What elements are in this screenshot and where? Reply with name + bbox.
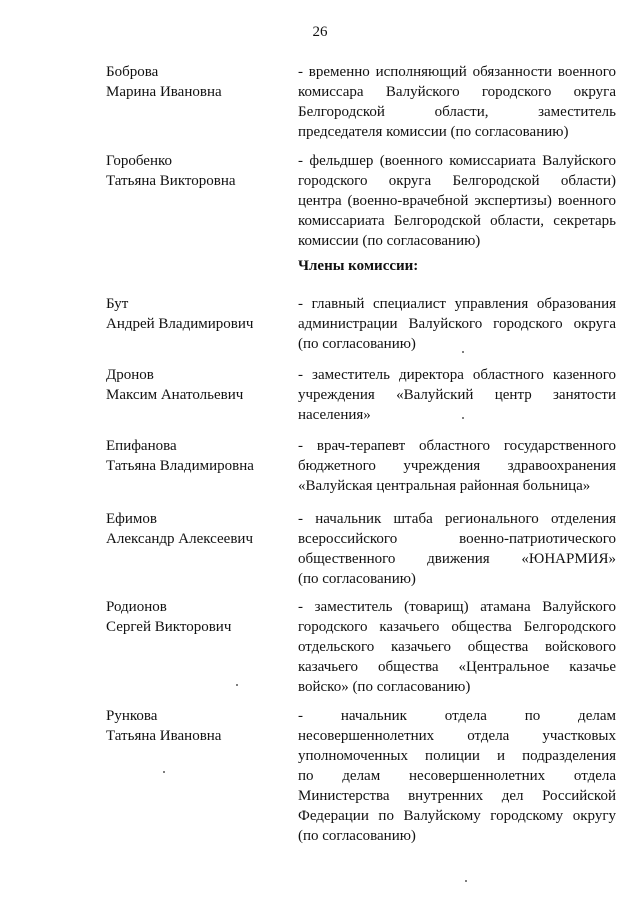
person-name bbox=[106, 436, 281, 476]
role-line: всероссийского военно-патриотического bbox=[298, 531, 616, 547]
role-line: - начальник штаба регионального отделения bbox=[298, 511, 616, 527]
person-surname: Рункова bbox=[106, 708, 158, 724]
person-name bbox=[106, 62, 281, 102]
role-line: уполномоченных полиции и подразделения bbox=[298, 748, 616, 764]
person-surname: Ефимов bbox=[106, 511, 157, 527]
person-role bbox=[298, 706, 616, 846]
person-role bbox=[298, 62, 616, 142]
role-line: по делам несовершеннолетних отдела bbox=[298, 768, 616, 784]
role-line: общественного движения «ЮНАРМИЯ» bbox=[298, 551, 616, 567]
person-name bbox=[106, 151, 281, 191]
scan-speck bbox=[465, 880, 467, 882]
person-role bbox=[298, 294, 616, 354]
person-surname: Горобенко bbox=[106, 153, 172, 169]
person-name bbox=[106, 509, 281, 549]
person-given-name: Сергей Викторович bbox=[106, 619, 232, 635]
person-role bbox=[298, 597, 616, 697]
role-line: - фельдшер (военного комиссариата Валуйского bbox=[298, 153, 616, 169]
person-surname: Родионов bbox=[106, 599, 167, 615]
person-given-name: Александр Алексеевич bbox=[106, 531, 253, 547]
person-name bbox=[106, 706, 281, 746]
role-line: - заместитель (товарищ) атамана Валуйского bbox=[298, 599, 616, 615]
role-line: комиссии (по согласованию) bbox=[298, 233, 481, 249]
role-line: бюджетного учреждения здравоохранения bbox=[298, 458, 616, 474]
person-given-name: Андрей Владимирович bbox=[106, 316, 254, 332]
role-line: городского округа Белгородской области) bbox=[298, 173, 616, 189]
role-line: администрации Валуйского городского округа bbox=[298, 316, 616, 332]
scan-speck bbox=[462, 351, 464, 353]
role-line: отдельского казачьего общества войскового bbox=[298, 639, 616, 655]
role-line: населения» bbox=[298, 407, 371, 423]
person-name bbox=[106, 294, 281, 334]
person-given-name: Татьяна Викторовна bbox=[106, 173, 236, 189]
role-line: председателя комиссии (по согласованию) bbox=[298, 124, 569, 140]
person-surname: Дронов bbox=[106, 367, 154, 383]
person-role bbox=[298, 151, 616, 251]
role-line: «Валуйская центральная районная больница» bbox=[298, 478, 591, 494]
role-line: (по согласованию) bbox=[298, 828, 416, 844]
person-name bbox=[106, 597, 281, 637]
person-given-name: Максим Анатольевич bbox=[106, 387, 244, 403]
role-line: несовершеннолетних отдела участковых bbox=[298, 728, 616, 744]
person-given-name: Татьяна Ивановна bbox=[106, 728, 222, 744]
page-number: 26 bbox=[312, 24, 328, 40]
role-line: Министерства внутренних дел Российской bbox=[298, 788, 616, 804]
scan-speck bbox=[236, 684, 238, 686]
role-line: - врач-терапевт областного государственного bbox=[298, 438, 616, 454]
members-heading: Члены комиссии: bbox=[298, 258, 419, 274]
person-role bbox=[298, 436, 616, 496]
role-line: - временно исполняющий обязанности военного bbox=[298, 64, 616, 80]
role-line: Федерации по Валуйскому городскому округу bbox=[298, 808, 616, 824]
person-role bbox=[298, 509, 616, 589]
role-line: комиссара Валуйского городского округа bbox=[298, 84, 616, 100]
role-line: (по согласованию) bbox=[298, 336, 416, 352]
person-surname: Боброва bbox=[106, 64, 159, 80]
role-line: Белгородской области, заместитель bbox=[298, 104, 616, 120]
role-line: казачьего общества «Центральное казачье bbox=[298, 659, 616, 675]
scan-speck bbox=[163, 771, 165, 773]
person-given-name: Марина Ивановна bbox=[106, 84, 222, 100]
scan-speck bbox=[462, 417, 464, 419]
person-given-name: Татьяна Владимировна bbox=[106, 458, 254, 474]
person-surname: Бут bbox=[106, 296, 129, 312]
role-line: - начальник отдела по делам bbox=[298, 708, 616, 724]
person-role bbox=[298, 365, 616, 425]
role-line: (по согласованию) bbox=[298, 571, 416, 587]
person-surname: Епифанова bbox=[106, 438, 177, 454]
role-line: центра (военно-врачебной экспертизы) военного bbox=[298, 193, 616, 209]
role-line: городского казачьего общества Белгородского bbox=[298, 619, 616, 635]
role-line: - заместитель директора областного казенного bbox=[298, 367, 616, 383]
role-line: - главный специалист управления образования bbox=[298, 296, 616, 312]
role-line: войско» (по согласованию) bbox=[298, 679, 471, 695]
role-line: учреждения «Валуйский центр занятости bbox=[298, 387, 616, 403]
role-line: комиссариата Белгородской области, секретарь bbox=[298, 213, 616, 229]
person-name bbox=[106, 365, 281, 405]
